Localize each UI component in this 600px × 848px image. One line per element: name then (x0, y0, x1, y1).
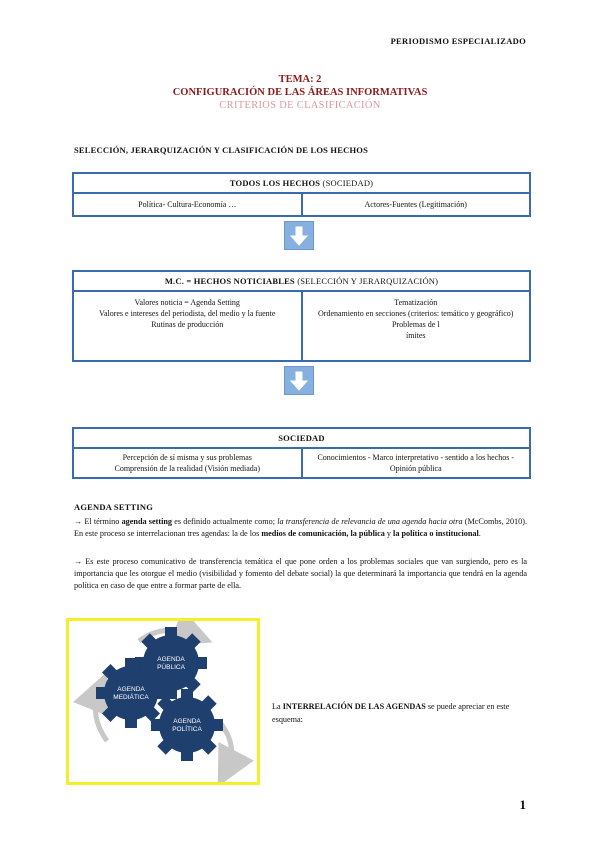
cell-line: ímites (405, 331, 426, 340)
agenda-paragraph-1 (74, 516, 527, 540)
topic-subtitle: CRITERIOS DE CLASIFICACIÓN (219, 100, 381, 111)
box-header (74, 429, 529, 449)
bold-term: medios de comunicación, la pública (261, 529, 385, 538)
box-cell-left (74, 449, 301, 477)
all-events-box (72, 172, 531, 217)
box-header-bold: SOCIEDAD (278, 433, 325, 443)
text-span: → El término (74, 517, 122, 526)
text-span: . (478, 529, 481, 538)
course-header: PERIODISMO ESPECIALIZADO (390, 36, 526, 46)
box-header-rest: (SOCIEDAD) (320, 178, 374, 188)
title-block (0, 73, 600, 112)
bold-term: agenda setting (121, 517, 173, 526)
gear2-line2: MEDIÁTICA (113, 694, 149, 701)
box-header-bold: M.C. = HECHOS NOTICIABLES (164, 276, 295, 286)
bold-term: la política o institucional (393, 529, 479, 538)
page-number: 1 (519, 797, 526, 812)
text-span: La (272, 702, 283, 711)
cell-line: Problemas de l (391, 320, 440, 329)
gear2-line1: AGENDA (117, 686, 145, 693)
text-span: es definido actualmente como; (172, 517, 278, 526)
down-arrow-icon (284, 221, 314, 250)
box-header-rest: (SELECCIÓN Y JERARQUIZACIÓN) (294, 276, 439, 286)
agenda-paragraph-2: → Es este proceso comunicativo de transferencia temática el que pone orden a los problemas sociales que van surgiendo, pero es la importancia que les otorgue el medio (visibilidad y fomento del debate social) la que determinará la importancia que tendrá en la agenda política en caso de que entre a formar parte de ella. (74, 557, 527, 590)
text-span: (McCombs, 2010). En este proceso se interrelacionan tres agendas: la de los (74, 517, 528, 538)
box-header-bold: TODOS LOS HECHOS (229, 178, 321, 188)
gear3-line1: AGENDA (173, 718, 201, 725)
gear1-line2: PÚBLICA (157, 664, 185, 671)
gear-political-agenda-icon (151, 689, 223, 761)
cell-line: Valores noticia = Agenda Setting (134, 298, 240, 307)
topic-title: CONFIGURACIÓN DE LAS ÁREAS INFORMATIVAS (172, 87, 428, 98)
box-cell-left (74, 292, 301, 360)
cell-line: Valores e intereses del periodista, del medio y la fuente (99, 309, 276, 318)
gear3-line2: POLÍTICA (172, 726, 202, 733)
topic-number: TEMA: 2 (278, 74, 322, 85)
cell-line: Ordenamiento en secciones (criterios: temático y geográfico) (318, 309, 514, 318)
gears-diagram-svg (69, 621, 257, 782)
society-box (72, 427, 531, 479)
text-span: se puede apreciar en este esquema: (272, 702, 510, 724)
gear1-line1: AGENDA (157, 656, 185, 663)
section-heading: SELECCIÓN, JERARQUIZACIÓN Y CLASIFICACIÓN DE LOS HECHOS (74, 145, 368, 155)
cell-line: Tematización (394, 298, 438, 307)
interrelation-caption (272, 700, 522, 726)
box-cell-right (301, 292, 530, 360)
newsworthy-events-box (72, 270, 531, 362)
gear-media-agenda-icon (96, 658, 166, 728)
box-header (74, 174, 529, 194)
cell-line: Comprensión de la realidad (Visión mediada) (114, 464, 260, 473)
agenda-setting-heading: AGENDA SETTING (74, 502, 154, 512)
cell-line: Rutinas de producción (151, 320, 224, 329)
box-header (74, 272, 529, 292)
box-cell-right: Conocimientos - Marco interpretativo - sentido a los hechos - Opinión pública (301, 449, 530, 477)
text-span: y (384, 529, 394, 538)
agendas-diagram (66, 618, 260, 785)
box-cell-left: Política- Cultura-Economía … (138, 200, 237, 209)
cell-line: Percepción de sí misma y sus problemas (122, 453, 252, 462)
box-cell-right: Actores-Fuentes (Legitimación) (301, 194, 530, 215)
italic-definition: la transferencia de relevancia de una agenda hacia otra (277, 517, 463, 526)
bold-term: INTERRELACIÓN DE LAS AGENDAS (282, 702, 426, 711)
down-arrow-icon (284, 366, 314, 395)
